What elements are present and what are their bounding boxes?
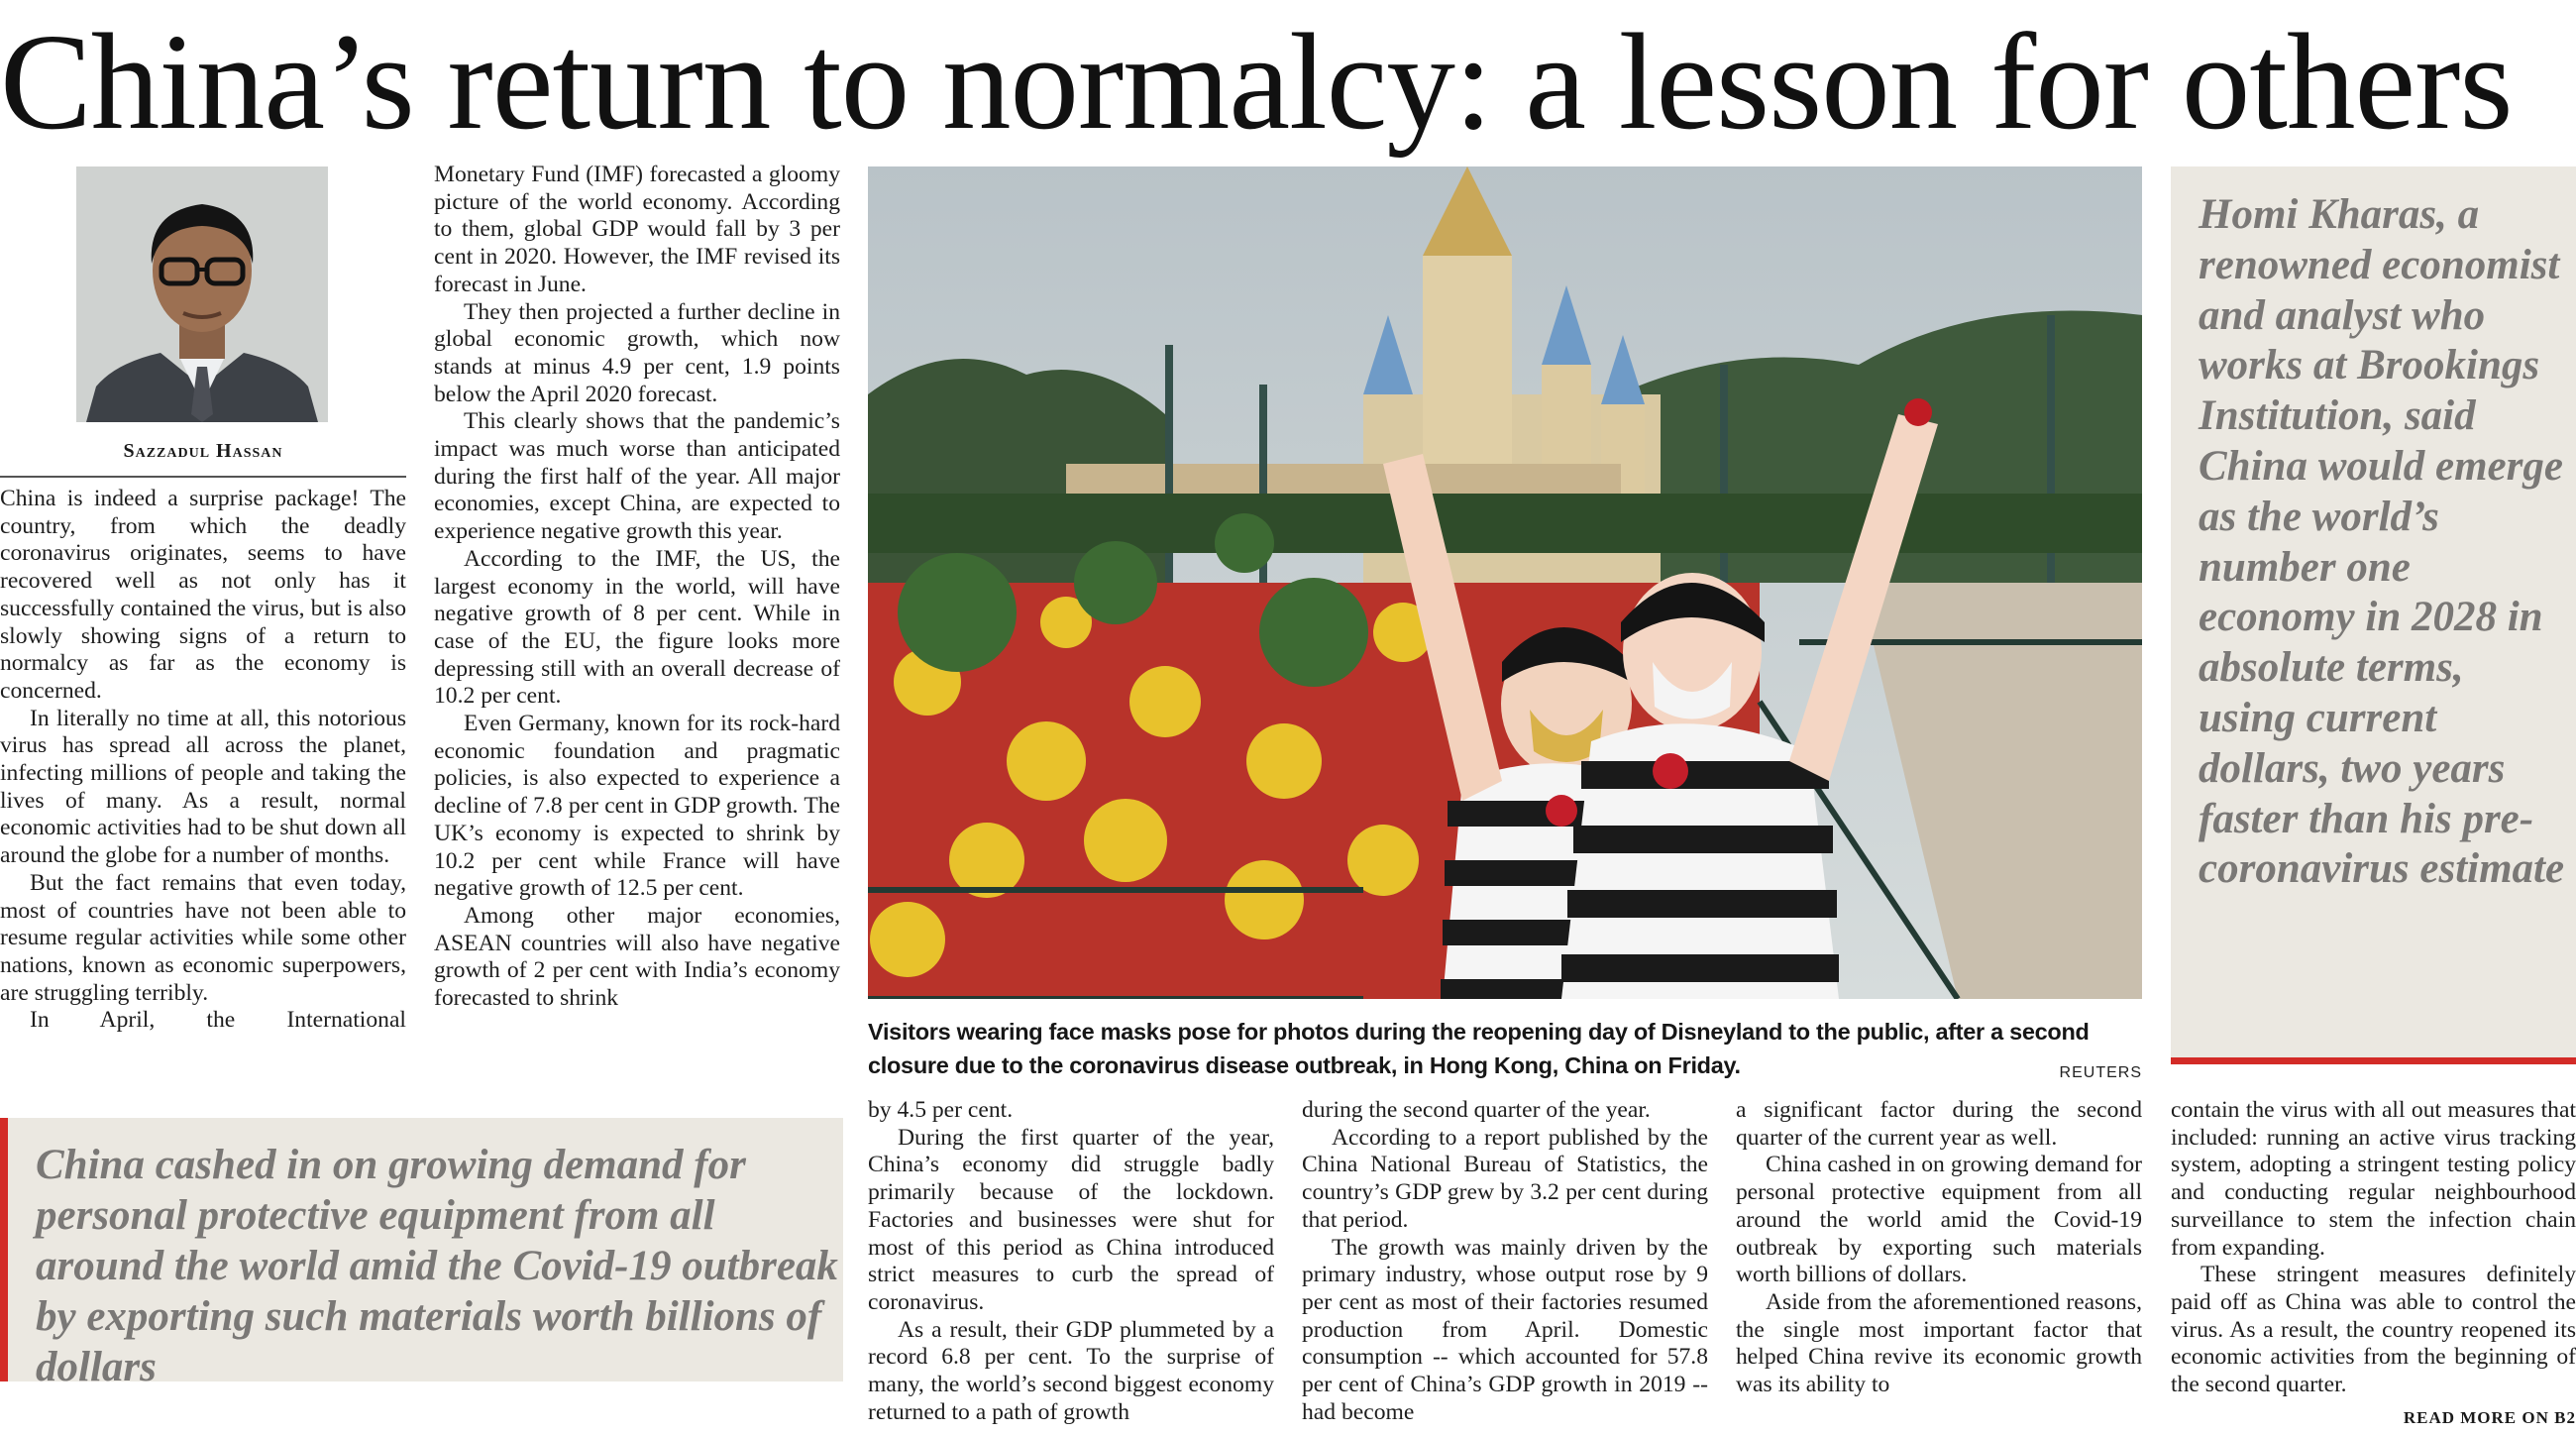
paragraph: According to the IMF, the US, the largest economy in the world, will have negative growth of 8 per cent. While in case of the EU, the figure looks more depressing still with an overall decrease of 10.2 per cent. <box>434 545 840 710</box>
photo-credit: REUTERS <box>2059 1064 2142 1081</box>
paragraph: Among other major economies, ASEAN countries will also have negative growth of 2 per cent with India’s economy forecasted to shrink <box>434 902 840 1012</box>
author-portrait-icon <box>76 166 328 422</box>
pullquote-bottom <box>0 1118 843 1390</box>
paragraph: As a result, their GDP plummeted by a record 6.8 per cent. To the surprise of many, the world’s second biggest economy returned to a path of growth <box>868 1316 1274 1425</box>
paragraph: This clearly shows that the pandemic’s impact was much worse than anticipated during the first half of the year. All major economies, except China, are expected to experience negative growth this year. <box>434 408 840 545</box>
headline: China’s return to normalcy: a lesson for others <box>0 6 2513 159</box>
paragraph: In April, the International <box>30 1007 406 1034</box>
article-column-1 <box>0 486 406 1035</box>
disneyland-reopening-photo-icon <box>868 166 2142 999</box>
article-column-3 <box>868 1097 1274 1426</box>
paragraph: by 4.5 per cent. <box>868 1097 1014 1123</box>
paragraph: These stringent measures definitely paid off as China was able to control the virus. As a result, the country reopened its economic activities from the beginning of the second quarter. <box>2171 1262 2576 1398</box>
accent-bar <box>0 1118 8 1381</box>
photo-caption: Visitors wearing face masks pose for photos during the reopening day of Disneyland to the public, after a second closure due to the coronavirus disease outbreak, in Hong Kong, China on Friday. <box>868 1019 2090 1078</box>
author-photo <box>76 166 328 422</box>
pullquote-right <box>2171 166 2576 1064</box>
paragraph: In literally no time at all, this notorious virus has spread all across the planet, infecting millions of people and taking the lives of many. As a result, normal economic activities had to be shut down all around the globe for a number of months. <box>0 705 406 869</box>
byline-divider <box>0 476 406 478</box>
article-column-6 <box>2171 1097 2576 1399</box>
article-column-5 <box>1736 1097 2142 1399</box>
paragraph: Even Germany, known for its rock-hard economic foundation and pragmatic policies, is also expected to experience a decline of 7.8 per cent in GDP growth. The UK’s economy is expected to shrink by 10.2 per cent while France will have negative growth of 12.5 per cent. <box>434 711 840 902</box>
pullquote-bottom-text: China cashed in on growing demand for personal protective equipment from all around the world amid the Covid-19 outbreak by exporting such materials worth billions of dollars <box>36 1142 838 1390</box>
pullquote-right-text: Homi Kharas, a renowned economist and analyst who works at Brookings Institution, said China would emerge as the world’s number one economy in 2028 in absolute terms, using current dollars, two years faster than his pre-coronavirus estimate <box>2199 191 2565 893</box>
paragraph: China cashed in on growing demand for personal protective equipment from all around the world amid the Covid-19 outbreak by exporting such materials worth billions of dollars. <box>1736 1152 2142 1288</box>
disneyland-photo <box>868 166 2142 999</box>
paragraph: China is indeed a surprise package! The country, from which the deadly coronavirus originates, seems to have recovered well as not only has it successfully contained the virus, but is also slowly showing signs of a return to normalcy as far as the economy is concerned. <box>0 486 406 704</box>
accent-bar <box>2171 1057 2576 1064</box>
paragraph: Monetary Fund (IMF) forecasted a gloomy picture of the world economy. According to them, global GDP would fall by 3 per cent in 2020. However, the IMF revised its forecast in June. <box>434 162 840 297</box>
paragraph: According to a report published by the China National Bureau of Statistics, the country’s GDP grew by 3.2 per cent during that period. <box>1302 1124 1708 1233</box>
paragraph: But the fact remains that even today, most of countries have not been able to resume regular activities while some other nations, known as economic superpowers, are struggling terribly. <box>0 869 406 1006</box>
article-column-4 <box>1302 1097 1708 1426</box>
paragraph: during the second quarter of the year. <box>1302 1097 1651 1123</box>
paragraph: a significant factor during the second quarter of the current year as well. <box>1736 1097 2142 1151</box>
paragraph: Aside from the aforementioned reasons, the single most important factor that helped China revive its economic growth was its ability to <box>1736 1288 2142 1398</box>
byline: Sazzadul Hassan <box>123 440 283 462</box>
paragraph: The growth was mainly driven by the primary industry, whose output rose by 9 per cent as most of their factories resumed production from April. Domestic consumption -- which accounted for 57.8 per cent of China’s GDP growth in 2019 -- had become <box>1302 1234 1708 1425</box>
paragraph: During the first quarter of the year, China’s economy did struggle badly primarily because of the lockdown. Factories and businesses were shut for most of this period as China introduced strict measures to curb the spread of coronavirus. <box>868 1124 1274 1315</box>
read-more-link[interactable]: READ MORE ON B2 <box>2403 1408 2576 1427</box>
paragraph: contain the virus with all out measures that included: running an active virus tracking system, adopting a stringent testing policy and conducting regular neighbourhood surveillance to stem the infection chain from expanding. <box>2171 1097 2576 1261</box>
paragraph: They then projected a further decline in global economic growth, which now stands at minus 4.9 per cent, 1.9 points below the April 2020 forecast. <box>434 298 840 407</box>
article-column-2 <box>434 162 840 1013</box>
